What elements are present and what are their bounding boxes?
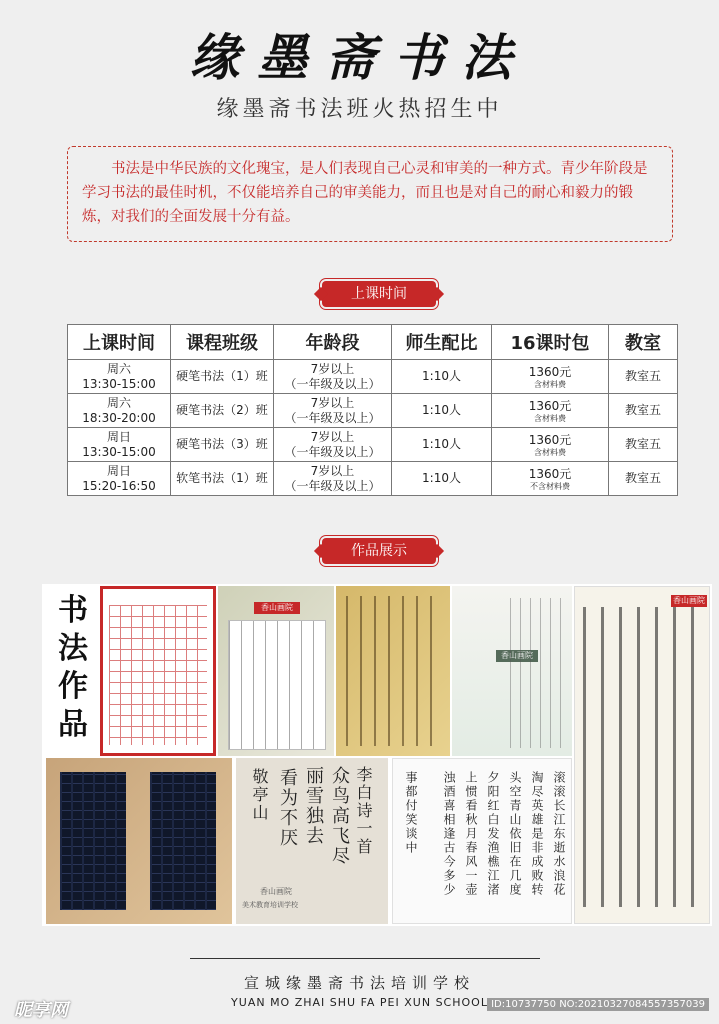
seal-stamp: 香山画院 [260,887,292,896]
time: 18:30-20:00 [82,410,156,425]
poem-col: 浊酒喜相逢古今多少 [442,771,456,897]
poem-col: 丽雪独去 [303,766,324,846]
poem-col: 滚滚长江东逝水浪花 [552,771,566,897]
cell-room: 教室五 [609,360,678,394]
footer-divider [190,958,370,959]
time: 15:20-16:50 [82,478,156,493]
school-caption: 美术教育培训学校 [242,901,298,909]
cell-age [274,360,392,394]
works-label [48,592,98,752]
cell-ratio: 1:10人 [392,360,492,394]
grid-lines [109,605,207,745]
calligraphy-scroll-a [218,586,334,756]
rubbing-sheet-right [150,772,216,910]
cursive-strokes [583,607,703,907]
header-ratio: 师生配比 [392,325,492,360]
poem-col: 淘尽英雄是非成败转 [530,771,544,897]
time: 13:30-15:00 [82,444,156,459]
footer-school-english: YUAN MO ZHAI SHU FA PEI XUN SCHOOL [231,996,488,1009]
header-package: 16课时包 [492,325,609,360]
calligraphy-landscape-sheet [452,586,572,756]
landscape-text-columns [510,598,568,748]
seal-stamp: 香山画院 [673,596,705,605]
cell-age [274,462,392,496]
cell-class: 硬笔书法（1）班 [171,360,274,394]
cell-time [68,428,171,462]
cell-ratio: 1:10人 [392,394,492,428]
calligraphy-cursive-scroll [574,586,710,924]
poem-col: 头空青山依旧在几度 [508,771,522,897]
header-age: 年龄段 [274,325,392,360]
poem-col: 看为不厌 [277,768,298,848]
day: 周日 [106,429,131,444]
time: 13:30-15:00 [82,376,156,391]
price: 1360元 [528,398,572,413]
cell-class: 硬笔书法（2）班 [171,394,274,428]
age-note: （一年级及以上） [284,444,381,459]
grid-practice-sheet [100,586,216,756]
cell-time [68,360,171,394]
footer-divider [360,958,540,959]
watermark-logo: 昵享网 [14,1000,68,1021]
schedule-table [67,324,678,496]
cell-price [492,394,609,428]
age-note: （一年级及以上） [284,376,381,391]
cell-time [68,394,171,428]
poem-col: 上惯看秋月春风一壶 [464,771,478,897]
age: 7岁以上 [310,429,355,444]
age-note: （一年级及以上） [284,478,381,493]
age: 7岁以上 [310,361,355,376]
price-note: 含材料费 [534,413,566,423]
seal-stamp: 香山画院 [254,602,300,614]
price-note: 含材料费 [534,379,566,389]
price: 1360元 [528,364,572,379]
seal-stamp: 香山画院 [496,650,538,662]
day: 周六 [106,395,131,410]
calligraphy-poem [236,758,388,924]
cell-class: 软笔书法（1）班 [171,462,274,496]
footer-school-name: 宣城缘墨斋书法培训学校 [243,974,475,992]
table-row [68,428,678,462]
cell-room: 教室五 [609,394,678,428]
cell-room: 教室五 [609,428,678,462]
header-time: 上课时间 [68,325,171,360]
page-title: 缘墨斋书法 [189,28,530,87]
price-note: 不含材料费 [530,481,570,491]
price: 1360元 [528,466,572,481]
age: 7岁以上 [310,395,355,410]
cell-ratio: 1:10人 [392,428,492,462]
intro-paragraph: 书法是中华民族的文化瑰宝，是人们表现自己心灵和审美的一种方式。青少年阶段是学习书法的最佳时机，不仅能培养自己的审美能力，而且也是对自己的耐心和毅力的锻炼，对我们的全面发展十分有益。 [67,146,673,242]
scroll-paper [228,620,326,750]
cell-age [274,428,392,462]
works-label-text: 书法作品 [58,593,88,742]
cell-price [492,428,609,462]
cell-class: 硬笔书法（3）班 [171,428,274,462]
cell-price [492,462,609,496]
calligraphy-gold-paper [336,586,450,756]
cell-ratio: 1:10人 [392,462,492,496]
header-room: 教室 [609,325,678,360]
table-header-row [68,325,678,360]
hard-pen-grid-poem [392,758,572,924]
poem-col: 众鸟高飞尽 [329,766,350,866]
day: 周日 [106,463,131,478]
works-gallery [42,584,712,926]
cell-age [274,394,392,428]
schedule-ribbon: 上课时间 [322,281,436,307]
works-ribbon: 作品展示 [322,538,436,564]
table-row [68,462,678,496]
poem-col: 夕阳红白发渔樵江渚 [486,771,500,897]
page-subtitle: 缘墨斋书法班火热招生中 [216,97,503,122]
watermark-id: ID:10737750 NO:20210327084557357039 [487,998,709,1011]
poem-col: 事都付笑谈中 [404,771,418,855]
stele-rubbing [46,758,232,924]
cell-price [492,360,609,394]
rubbing-sheet-left [60,772,126,910]
cell-time [68,462,171,496]
age-note: （一年级及以上） [284,410,381,425]
price: 1360元 [528,432,572,447]
gold-paper-strokes [346,596,440,746]
header-class: 课程班级 [171,325,274,360]
table-row [68,360,678,394]
poem-col: 敬亭山 [250,768,269,822]
price-note: 含材料费 [534,447,566,457]
poem-col: 李白诗一首 [354,766,373,856]
table-row [68,394,678,428]
cell-room: 教室五 [609,462,678,496]
age: 7岁以上 [310,463,355,478]
day: 周六 [106,361,131,376]
